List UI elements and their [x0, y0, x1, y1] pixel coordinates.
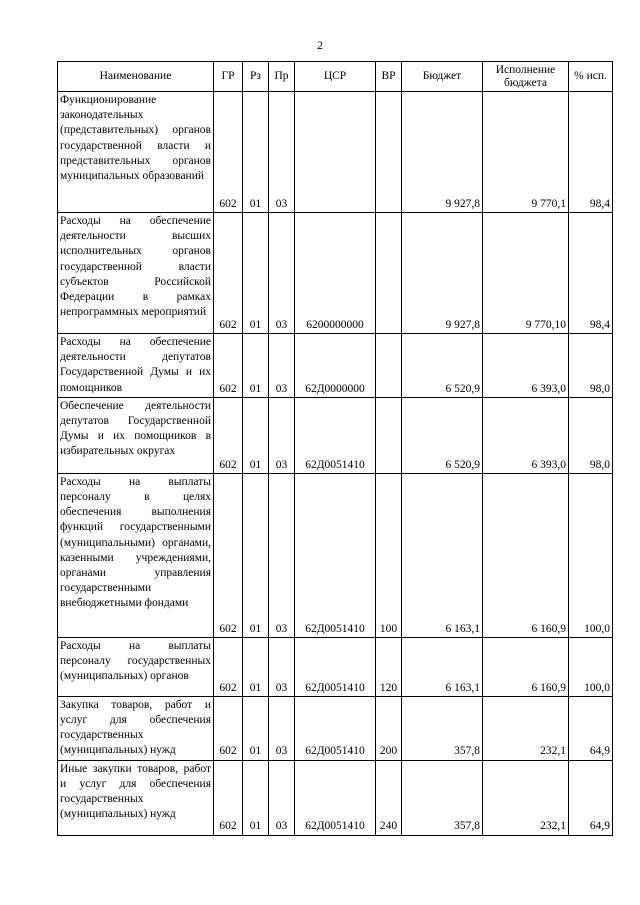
- row-name: Обеспечение деятельности депутатов Государственной Думы и их помощников в избирательных округах: [58, 397, 214, 473]
- row-vr: 120: [376, 637, 402, 696]
- row-budget: 9 927,8: [402, 92, 483, 213]
- header-budget: Бюджет: [402, 62, 483, 92]
- row-name: Расходы на обеспечение деятельности депутатов Государственной Думы и их помощников: [58, 334, 214, 398]
- row-execution: 6 160,9: [483, 473, 569, 637]
- row-percent: 64,9: [569, 760, 613, 835]
- table-row: [58, 213, 613, 334]
- row-rz: 01: [243, 637, 269, 696]
- row-name: Закупка товаров, работ и услуг для обеспечения государственных (муниципальных) нужд: [58, 696, 214, 760]
- row-rz: 01: [243, 334, 269, 398]
- row-pr: 03: [269, 473, 295, 637]
- row-percent: 98,0: [569, 334, 613, 398]
- row-percent: 64,9: [569, 696, 613, 760]
- row-csr: 62Д0051410: [295, 637, 376, 696]
- row-gr: 602: [214, 334, 243, 398]
- header-execution: Исполнение бюджета: [483, 62, 569, 92]
- table-row: [58, 696, 613, 760]
- row-csr: 62Д0051410: [295, 760, 376, 835]
- row-csr: 62Д0000000: [295, 334, 376, 398]
- row-vr: [376, 92, 402, 213]
- row-gr: 602: [214, 397, 243, 473]
- header-gr: ГР: [214, 62, 243, 92]
- header-pr: Пр: [269, 62, 295, 92]
- row-csr: 62Д0051410: [295, 696, 376, 760]
- row-vr: 100: [376, 473, 402, 637]
- header-percent: % исп.: [569, 62, 613, 92]
- row-budget: 6 520,9: [402, 334, 483, 398]
- row-gr: 602: [214, 473, 243, 637]
- row-gr: 602: [214, 92, 243, 213]
- row-percent: 100,0: [569, 473, 613, 637]
- row-name: Расходы на выплаты персоналу в целях обеспечения выполнения функций государственными (муниципальными) органами, казенными учреждениями, органами управления государственными внебюджетными фондами: [58, 473, 214, 637]
- row-gr: 602: [214, 213, 243, 334]
- row-pr: 03: [269, 92, 295, 213]
- row-execution: 9 770,10: [483, 213, 569, 334]
- row-csr: 62Д0051410: [295, 473, 376, 637]
- row-percent: 98,4: [569, 213, 613, 334]
- table-row: [58, 473, 613, 637]
- header-csr: ЦСР: [295, 62, 376, 92]
- row-budget: 6 520,9: [402, 397, 483, 473]
- row-rz: 01: [243, 760, 269, 835]
- row-name: Расходы на обеспечение деятельности высших исполнительных органов государственной власти субъектов Российской Федерации в рамках непрограммных мероприятий: [58, 213, 214, 334]
- row-pr: 03: [269, 334, 295, 398]
- row-execution: 9 770,1: [483, 92, 569, 213]
- row-execution: 232,1: [483, 760, 569, 835]
- row-execution: 6 160,9: [483, 637, 569, 696]
- row-vr: 240: [376, 760, 402, 835]
- row-budget: 9 927,8: [402, 213, 483, 334]
- table-header-row: [58, 62, 613, 92]
- row-rz: 01: [243, 397, 269, 473]
- header-rz: Рз: [243, 62, 269, 92]
- row-percent: 98,4: [569, 92, 613, 213]
- row-csr: 62Д0051410: [295, 397, 376, 473]
- row-gr: 602: [214, 696, 243, 760]
- table-row: [58, 637, 613, 696]
- row-rz: 01: [243, 213, 269, 334]
- row-rz: 01: [243, 473, 269, 637]
- page-number: 2: [317, 38, 323, 52]
- row-budget: 357,8: [402, 696, 483, 760]
- table-row: [58, 334, 613, 398]
- row-budget: 357,8: [402, 760, 483, 835]
- row-pr: 03: [269, 397, 295, 473]
- row-pr: 03: [269, 760, 295, 835]
- row-pr: 03: [269, 696, 295, 760]
- row-csr: 6200000000: [295, 213, 376, 334]
- row-name: Функционирование законодательных (представительных) органов государственной власти и представительных органов муниципальных образований: [58, 92, 214, 213]
- row-execution: 232,1: [483, 696, 569, 760]
- row-pr: 03: [269, 637, 295, 696]
- table-row: [58, 397, 613, 473]
- row-vr: [376, 397, 402, 473]
- table-row: [58, 760, 613, 835]
- row-execution: 6 393,0: [483, 334, 569, 398]
- row-rz: 01: [243, 696, 269, 760]
- row-pr: 03: [269, 213, 295, 334]
- row-name: Иные закупки товаров, работ и услуг для обеспечения государственных (муниципальных) нужд: [58, 760, 214, 835]
- header-vr: ВР: [376, 62, 402, 92]
- row-csr: [295, 92, 376, 213]
- row-budget: 6 163,1: [402, 473, 483, 637]
- row-execution: 6 393,0: [483, 397, 569, 473]
- row-rz: 01: [243, 92, 269, 213]
- row-name: Расходы на выплаты персоналу государственных (муниципальных) органов: [58, 637, 214, 696]
- table-row: [58, 92, 613, 213]
- row-vr: [376, 213, 402, 334]
- header-name: Наименование: [58, 62, 214, 92]
- row-vr: [376, 334, 402, 398]
- row-budget: 6 163,1: [402, 637, 483, 696]
- row-percent: 100,0: [569, 637, 613, 696]
- budget-table: [57, 61, 613, 836]
- row-percent: 98,0: [569, 397, 613, 473]
- row-gr: 602: [214, 760, 243, 835]
- row-vr: 200: [376, 696, 402, 760]
- row-gr: 602: [214, 637, 243, 696]
